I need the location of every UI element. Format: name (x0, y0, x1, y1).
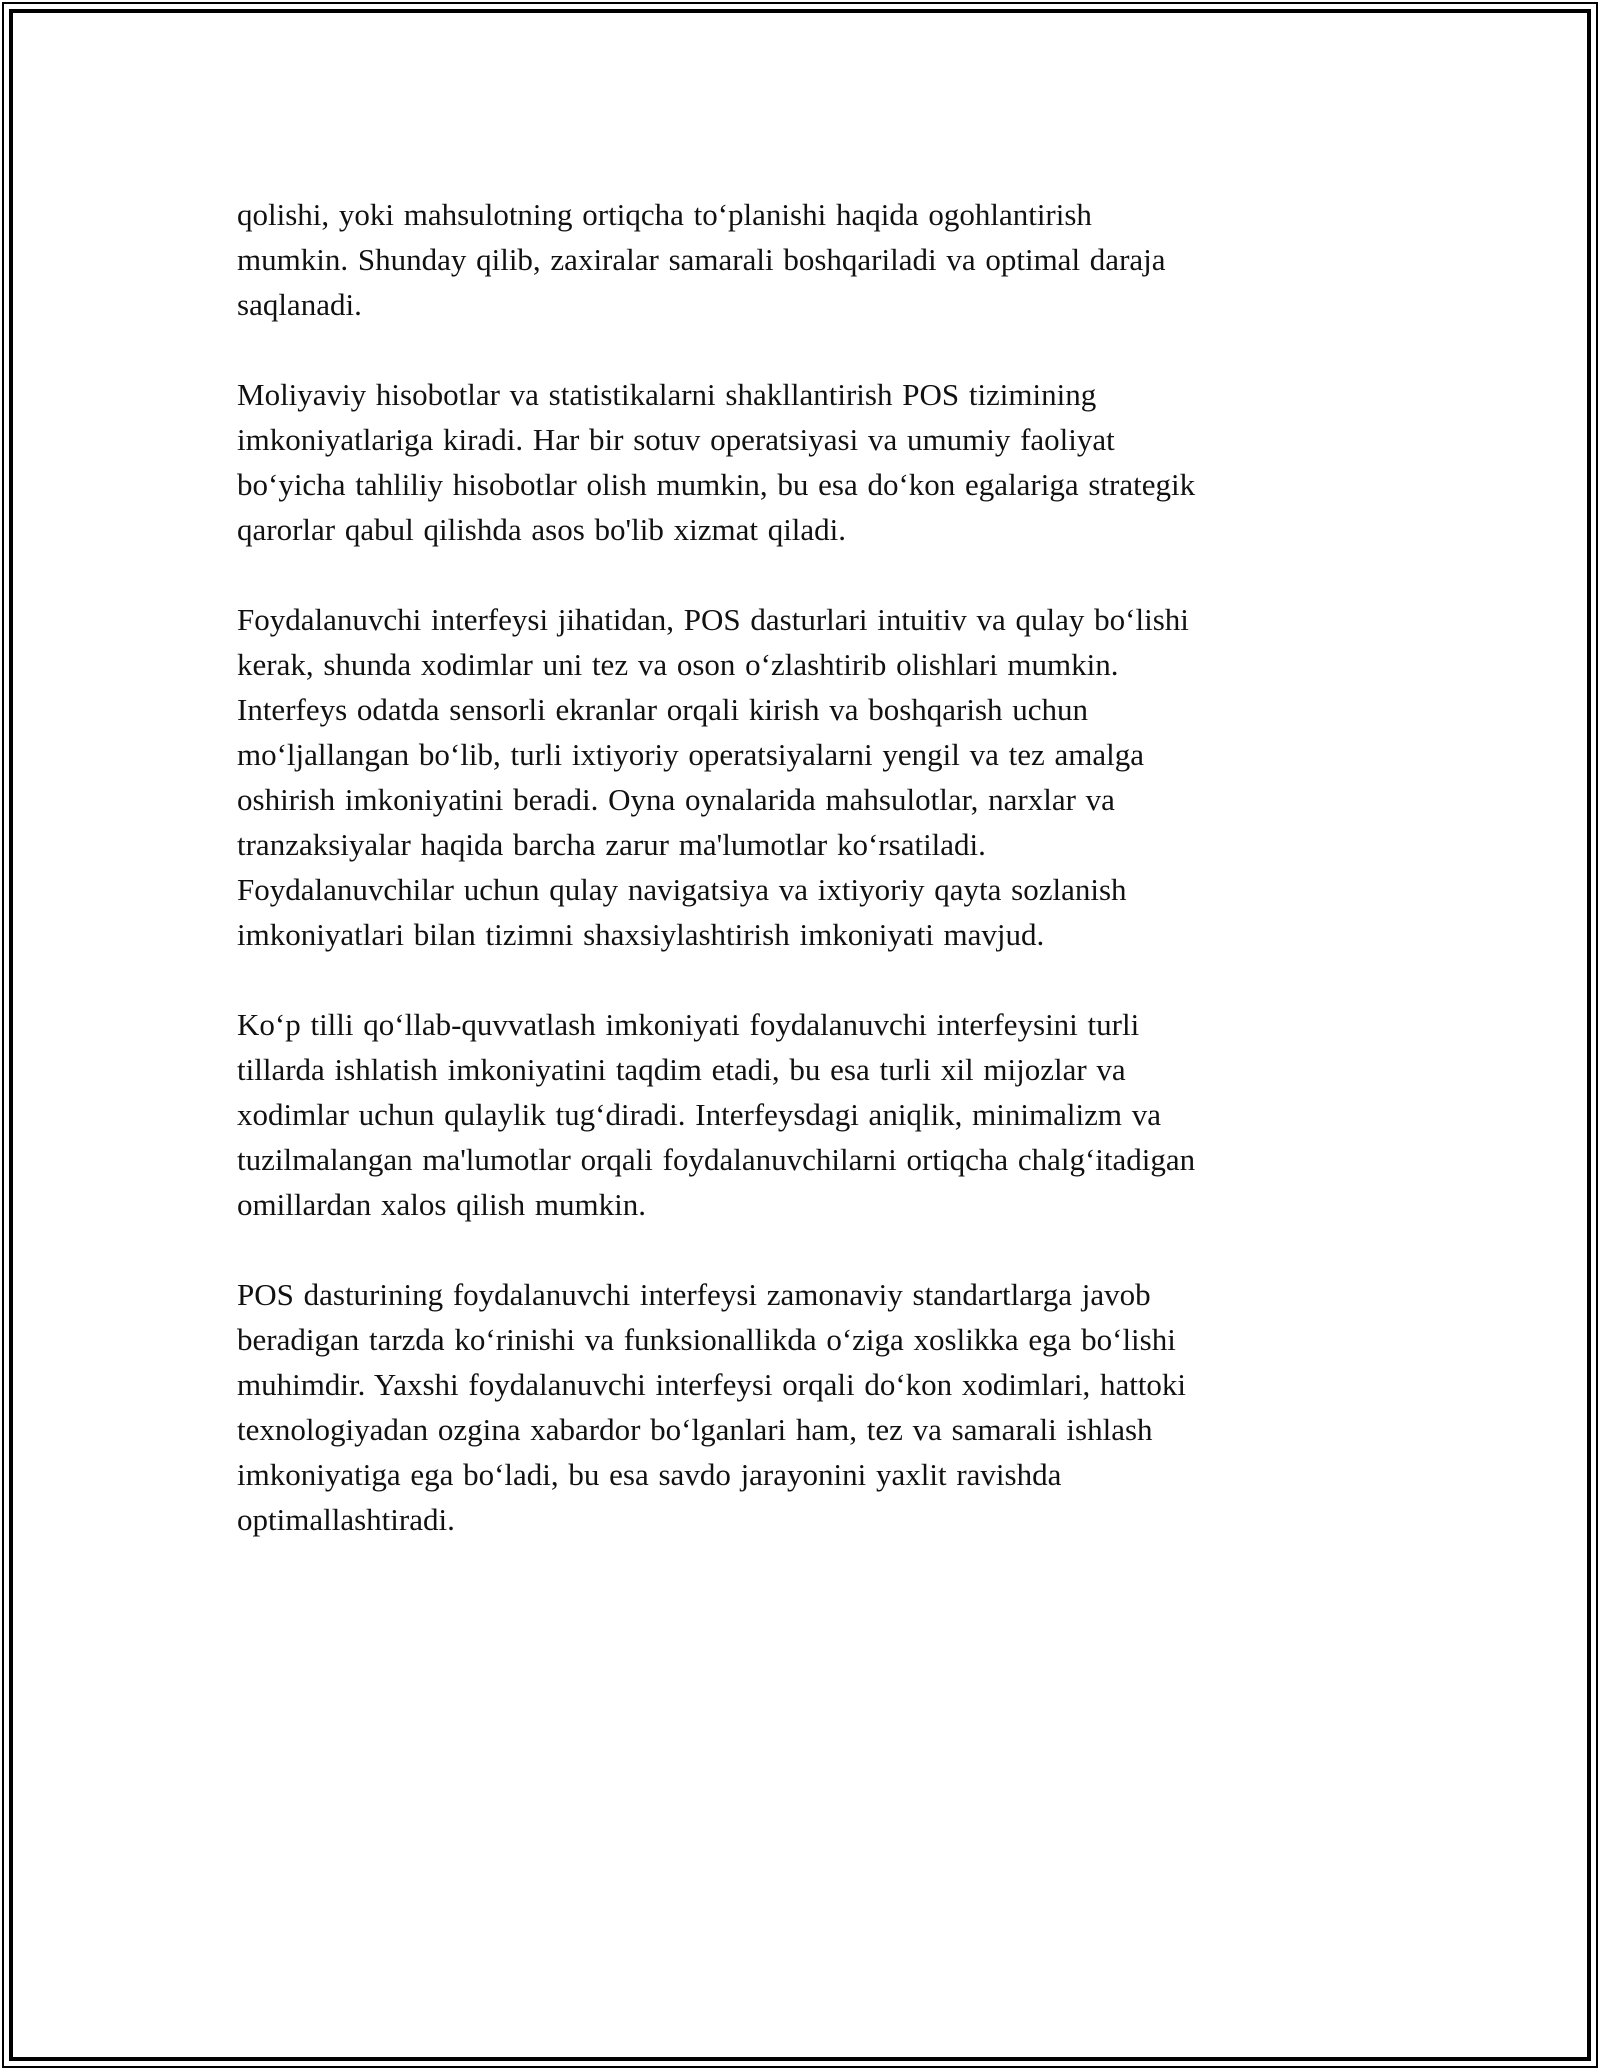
document-text (237, 192, 1520, 1587)
text-line: tuzilmalangan ma'lumotlar orqali foydalanuvchilarni ortiqcha chalg‘itadigan (237, 1142, 1196, 1177)
text-line: imkoniyatlariga kiradi. Har bir sotuv operatsiyasi va umumiy faoliyat (237, 422, 1115, 457)
text-line: oshirish imkoniyatini beradi. Oyna oynalarida mahsulotlar, narxlar va (237, 782, 1115, 817)
text-line: Foydalanuvchi interfeysi jihatidan, POS dasturlari intuitiv va qulay bo‘lishi (237, 602, 1189, 637)
paragraph-1 (237, 192, 1520, 327)
text-line: saqlanadi. (237, 287, 362, 322)
text-line: imkoniyatiga ega bo‘ladi, bu esa savdo jarayonini yaxlit ravishda (237, 1457, 1062, 1492)
text-line: Moliyaviy hisobotlar va statistikalarni shakllantirish POS tizimining (237, 377, 1097, 412)
text-line: Interfeys odatda sensorli ekranlar orqali kirish va boshqarish uchun (237, 692, 1089, 727)
text-line: omillardan xalos qilish mumkin. (237, 1187, 646, 1222)
text-line: POS dasturining foydalanuvchi interfeysi zamonaviy standartlarga javob (237, 1277, 1151, 1312)
text-line: muhimdir. Yaxshi foydalanuvchi interfeysi orqali do‘kon xodimlari, hattoki (237, 1367, 1187, 1402)
text-line: Ko‘p tilli qo‘llab-quvvatlash imkoniyati foydalanuvchi interfeysini turli (237, 1007, 1140, 1042)
text-line: mo‘ljallangan bo‘lib, turli ixtiyoriy operatsiyalarni yengil va tez amalga (237, 737, 1144, 772)
text-line: texnologiyadan ozgina xabardor bo‘lganlari ham, tez va samarali ishlash (237, 1412, 1153, 1447)
text-line: xodimlar uchun qulaylik tug‘diradi. Interfeysdagi aniqlik, minimalizm va (237, 1097, 1161, 1132)
text-line: mumkin. Shunday qilib, zaxiralar samarali boshqariladi va optimal daraja (237, 242, 1166, 277)
text-line: optimallashtiradi. (237, 1502, 455, 1537)
text-line: bo‘yicha tahliliy hisobotlar olish mumkin, bu esa do‘kon egalariga strategik (237, 467, 1196, 502)
text-line: tranzaksiyalar haqida barcha zarur ma'lumotlar ko‘rsatiladi. (237, 827, 986, 862)
text-line: imkoniyatlari bilan tizimni shaxsiylashtirish imkoniyati mavjud. (237, 917, 1045, 952)
text-line: Foydalanuvchilar uchun qulay navigatsiya va ixtiyoriy qayta sozlanish (237, 872, 1127, 907)
text-line: qarorlar qabul qilishda asos bo'lib xizmat qiladi. (237, 512, 847, 547)
paragraph-5 (237, 1272, 1520, 1542)
text-line: qolishi, yoki mahsulotning ortiqcha to‘planishi haqida ogohlantirish (237, 197, 1092, 232)
text-line: tillarda ishlatish imkoniyatini taqdim etadi, bu esa turli xil mijozlar va (237, 1052, 1126, 1087)
paragraph-3 (237, 597, 1520, 957)
paragraph-4 (237, 1002, 1520, 1227)
text-line: beradigan tarzda ko‘rinishi va funksionallikda o‘ziga xoslikka ega bo‘lishi (237, 1322, 1176, 1357)
text-line: kerak, shunda xodimlar uni tez va oson o‘zlashtirib olishlari mumkin. (237, 647, 1119, 682)
paragraph-2 (237, 372, 1520, 552)
